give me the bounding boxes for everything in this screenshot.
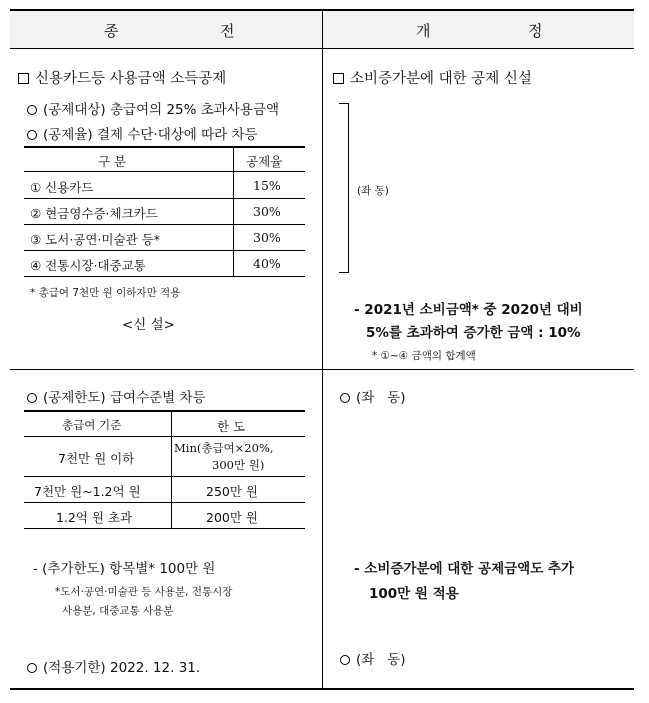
rate-table-row-rule [24,198,305,199]
right-extra-line-1: - 소비증가분에 대한 공제금액도 추가 [354,561,575,577]
sec2-bullet1: (공제한도) 급여수준별 차등 [27,386,206,406]
rate-table-col-rule [233,147,234,277]
rate-row-category: ① 신용카드 [30,180,94,195]
header-left-char1: 종 [104,22,119,40]
circle-bullet-icon [27,105,37,115]
circle-bullet-icon [340,655,350,665]
sec1-right-title: 소비증가분에 대한 공제 신설 [333,67,532,88]
limit-table-top [24,410,305,412]
square-bullet-icon [333,73,344,84]
sec1-bullet1: (공제대상) 총급여의 25% 초과사용금액 [27,98,279,118]
rate-col-header-rate: 공제율 [246,154,283,169]
limit-table-row-rule [24,476,305,477]
rate-footnote: * 총급여 7천만 원 이하자만 적용 [30,287,181,299]
circle-bullet-icon [27,393,37,403]
change-footnote: * ①~④ 금액의 합계액 [372,350,476,362]
period: (적용기한) 2022. 12. 31. [27,656,200,676]
rate-row-category: ② 현금영수증·체크카드 [30,206,158,221]
limit-col-header-base: 총급여 기준 [62,418,122,432]
circle-bullet-icon [340,393,350,403]
square-bullet-icon [18,73,29,84]
rate-table-row-rule [24,250,305,251]
rate-table-row-rule [24,224,305,225]
bracket-top [339,103,348,104]
same-label: (좌 동) [357,185,389,197]
change-line-2: 5%를 초과하여 증가한 금액 : 10% [366,325,581,341]
header-right-char1: 개 [416,22,431,40]
limit-table-bottom [24,528,305,529]
limit-row-base: 1.2억 원 초과 [56,510,133,525]
limit-row-limit: Min(총급여×20%, [174,441,274,455]
limit-row-limit: 250만 원 [206,484,258,499]
rate-row-value: 15% [253,178,281,193]
limit-col-header-limit: 한 도 [217,419,246,434]
rate-table-top [24,146,305,148]
rate-row-category: ③ 도서·공연·미술관 등* [30,232,160,247]
limit-table-col-rule [171,411,172,529]
sec2-right-same-2: (좌 동) [340,648,406,668]
sec1-title: 신용카드등 사용금액 소득공제 [18,67,226,88]
rate-row-value: 30% [253,204,281,219]
rate-col-header-category: 구 분 [98,154,127,169]
change-line-1: - 2021년 소비금액* 중 2020년 대비 [354,302,583,318]
limit-row-base: 7천만 원~1.2억 원 [34,484,141,499]
header-left [10,10,322,48]
rate-table-head-rule [24,171,305,172]
header-right [323,10,634,48]
extra-limit-note-1: *도서·공연·미술관 등 사용분, 전통시장 [55,586,233,598]
rate-table-bottom [24,276,305,277]
limit-row-limit: 200만 원 [206,510,258,525]
header-left-char2: 전 [220,22,235,40]
rate-row-value: 40% [253,256,281,271]
header-right-char2: 정 [528,22,543,40]
limit-table-head-rule [24,436,305,437]
rate-row-value: 30% [253,230,281,245]
right-extra-line-2: 100만 원 적용 [369,586,459,602]
bracket-spine [348,103,349,273]
center-divider [322,10,323,689]
sec1-bullet2: (공제율) 결제 수단·대상에 따라 차등 [27,123,258,143]
bracket-bottom [339,272,348,273]
extra-limit: - (추가한도) 항목별* 100만 원 [33,561,216,577]
new-label: <신 설> [122,317,175,333]
rate-row-category: ④ 전통시장·대중교통 [30,258,146,273]
limit-table-row-rule [24,502,305,503]
circle-bullet-icon [27,130,37,140]
extra-limit-note-2: 사용분, 대중교통 사용분 [62,605,174,617]
limit-row-base: 7천만 원 이하 [58,451,135,466]
circle-bullet-icon [27,663,37,673]
sec2-right-same-1: (좌 동) [340,386,406,406]
limit-row-limit-cont: 300만 원) [212,458,265,472]
